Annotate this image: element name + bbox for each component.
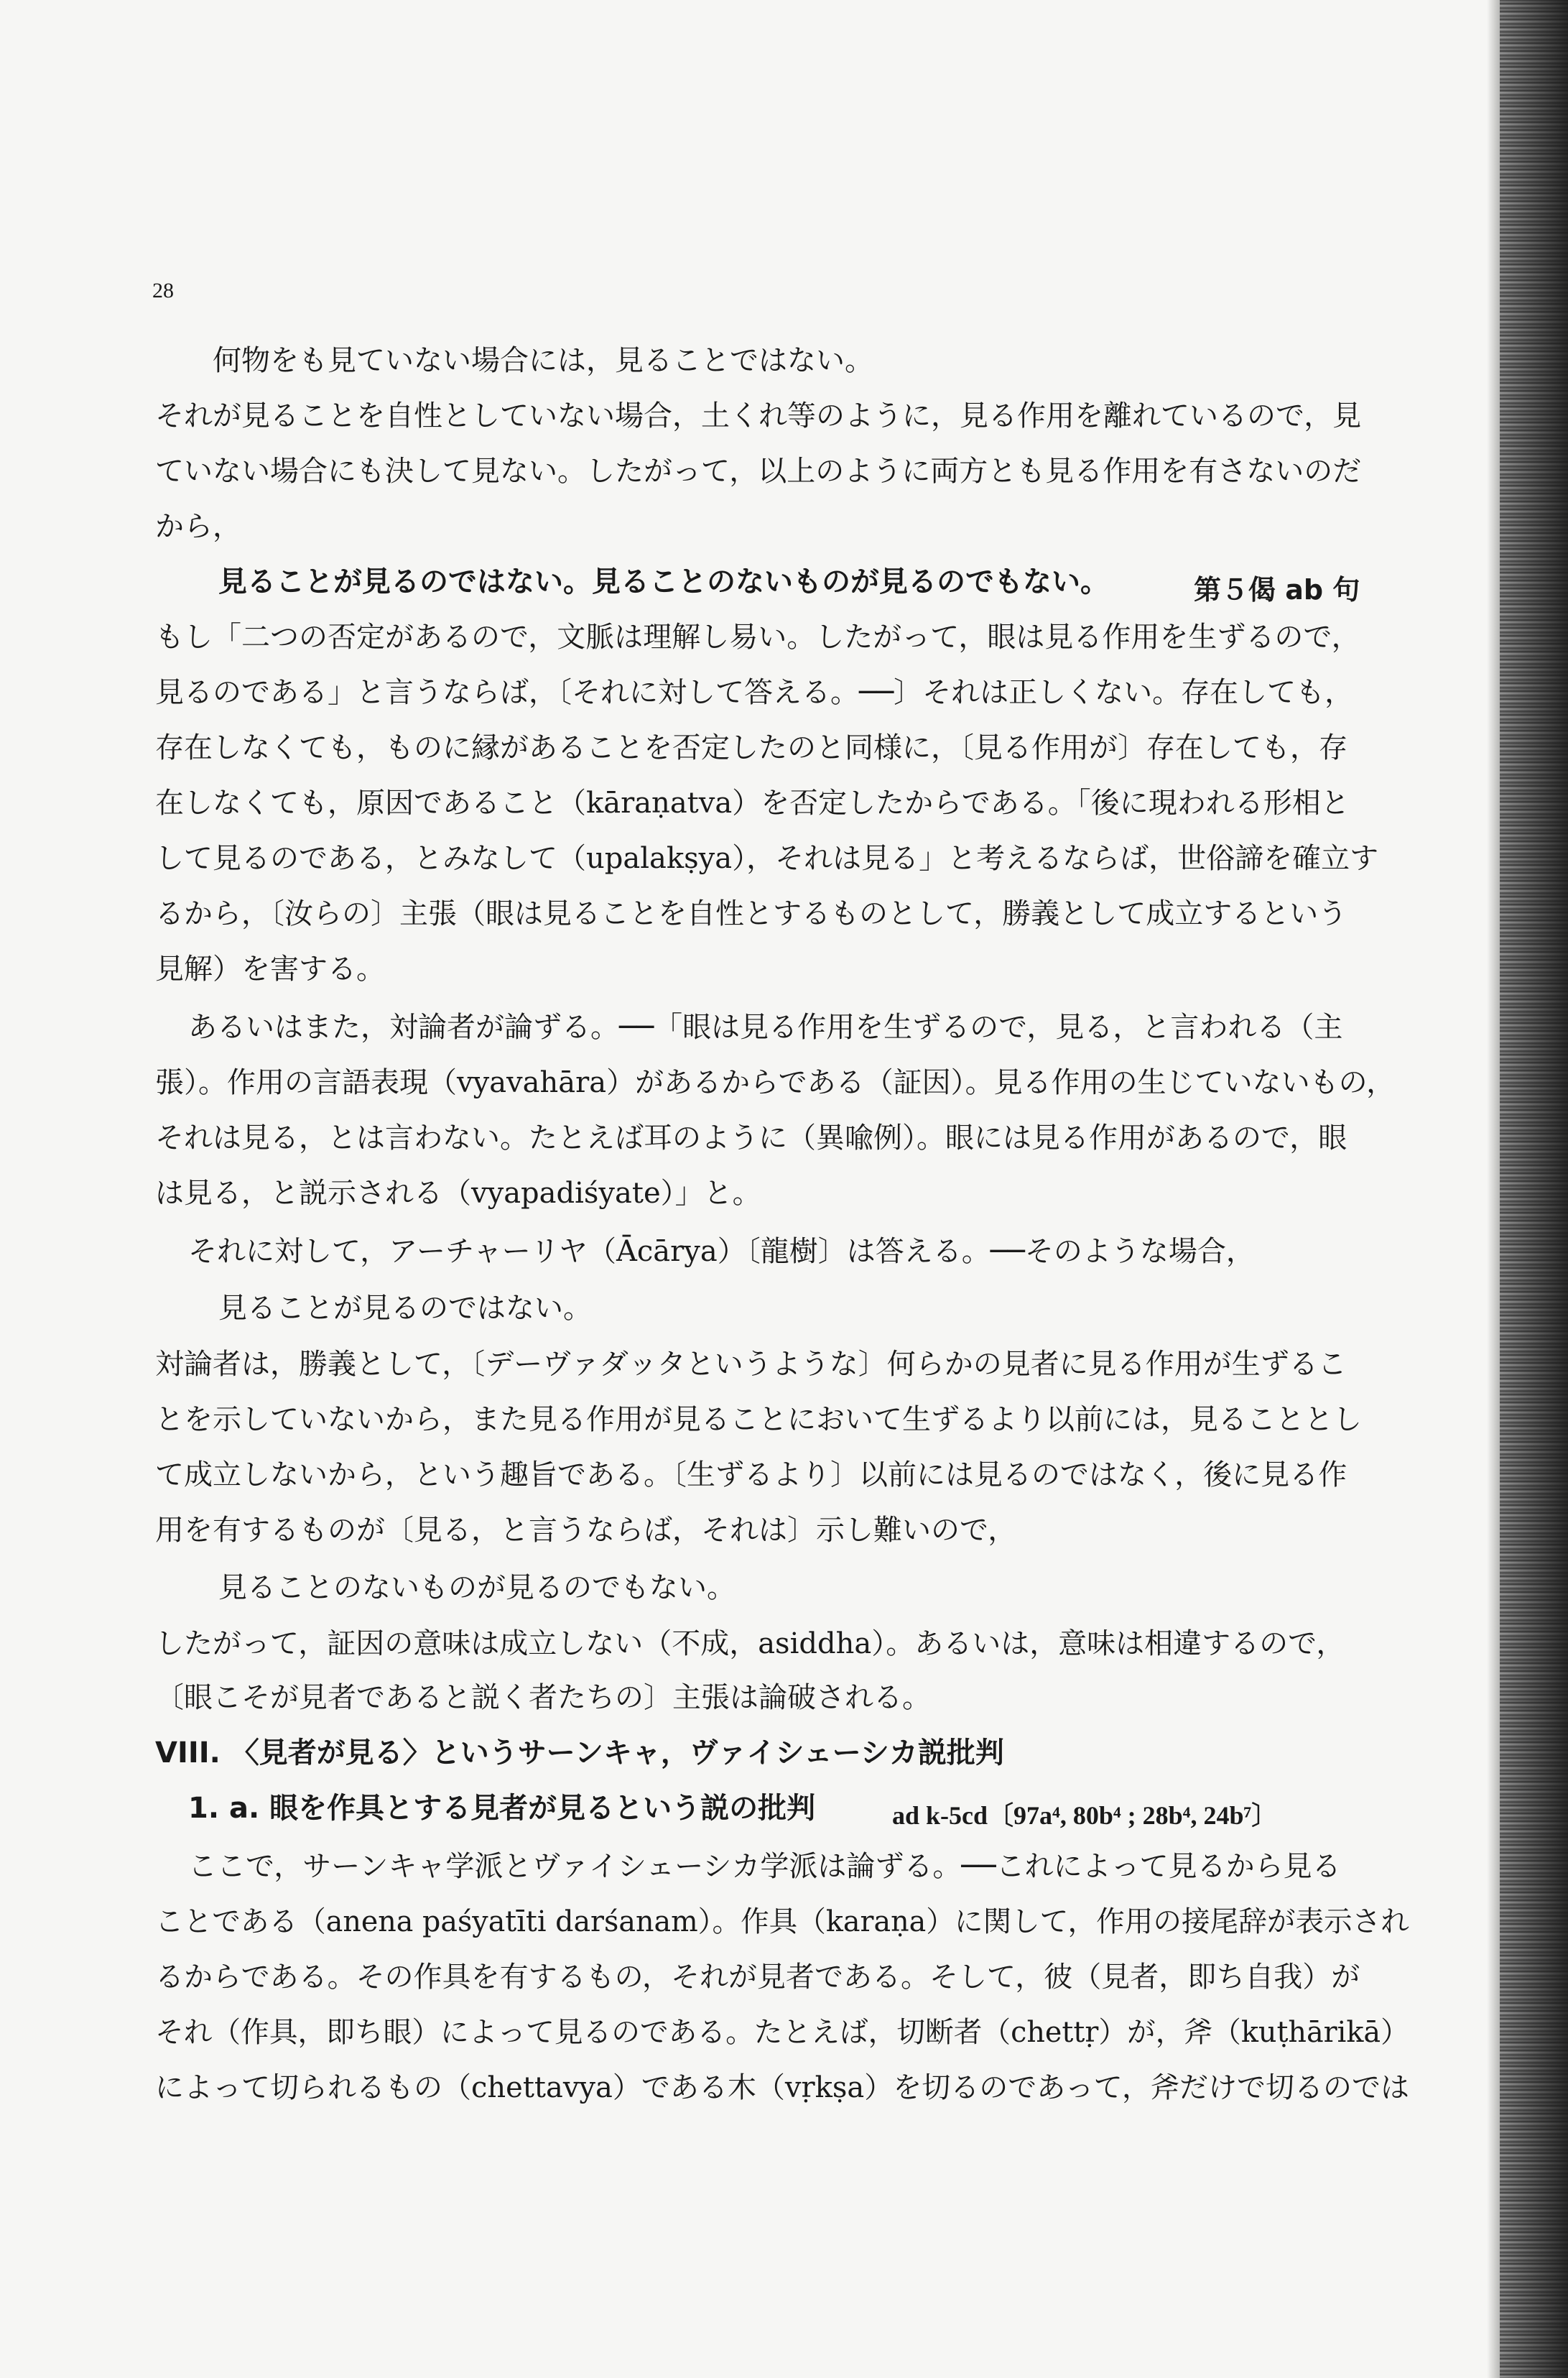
text-line: もし「二つの否定があるので，文脈は理解し易い。したがって，眼は見る作用を生ずるので， xyxy=(155,621,1360,654)
text-line: ここで，サーンキャ学派とヴァイシェーシカ学派は論ずる。──これによって見るから見る xyxy=(188,1850,1341,1883)
text-line: あるいはまた，対論者が論ずる。──「眼は見る作用を生ずるので，見る，と言われる（主 xyxy=(188,1011,1343,1044)
section-reference: ad k-5cd〔97a⁴, 80b⁴ ; 28b⁴, 24b⁷〕 xyxy=(892,1801,1278,1830)
text-line: 見解）を害する。 xyxy=(155,953,385,986)
text-line: 張）。作用の言語表現（vyavahāra）があるからである（証因）。見る作用の生じていないもの， xyxy=(155,1066,1396,1099)
text-line: それに対して，アーチャーリヤ（Ācārya）〔龍樹〕は答える。──そのような場合， xyxy=(188,1235,1255,1268)
text-line: それ（作具，即ち眼）によって見るのである。たとえば，切断者（chettṛ）が，斧（kuṭhārikā） xyxy=(155,2016,1409,2049)
text-line: 何物をも見ていない場合には，見ることではない。 xyxy=(213,344,873,377)
text-line: によって切られるもの（chettavya）である木（vṛkṣa）を切るのであって，斧だけで切るのでは xyxy=(155,2071,1410,2104)
verse-reference: 第５偈 ab 句 xyxy=(1194,574,1360,606)
text-line: とを示していないから，また見る作用が見ることにおいて生ずるより以前には，見ることとし xyxy=(155,1403,1362,1436)
text-line: それが見ることを自性としていない場合，土くれ等のように，見る作用を離れているので，見 xyxy=(155,399,1362,432)
page-gutter-shadow xyxy=(1487,0,1500,2378)
text-line: から， xyxy=(155,510,241,543)
page-edge-scan xyxy=(1500,0,1568,2378)
section-heading: VIII. 〈見者が見る〉というサーンキャ，ヴァイシェーシカ説批判 xyxy=(155,1736,1004,1769)
subsection-heading: 1. a. 眼を作具とする見者が見るという説の批判 xyxy=(188,1792,816,1825)
text-line: したがって，証因の意味は成立しない（不成，asiddha）。あるいは，意味は相違するので， xyxy=(155,1627,1345,1660)
text-line: て成立しないから，という趣旨である。〔生ずるより〕以前には見るのではなく，後に見る作 xyxy=(155,1458,1347,1491)
text-line: して見るのである，とみなして（upalakṣya），それは見る」と考えるならば，世俗諦を確立す xyxy=(155,842,1379,875)
verse-line: 見ることのないものが見るのでもない。 xyxy=(218,1571,736,1604)
text-line: 対論者は，勝義として，〔デーヴァダッタというような〕何らかの見者に見る作用が生ずるこ xyxy=(155,1348,1347,1381)
text-line: 用を有するものが〔見る，と言うならば，それは〕示し難いので， xyxy=(155,1514,1017,1547)
text-line: 〔眼こそが見者であると説く者たちの〕主張は論破される。 xyxy=(155,1681,931,1714)
verse-line: 見ることが見るのではない。見ることのないものが見るのでもない。 xyxy=(218,565,1109,598)
text-line: ていない場合にも決して見ない。したがって，以上のように両方とも見る作用を有さないのだ xyxy=(155,455,1362,488)
text-line: は見る，と説示される（vyapadiśyate）」と。 xyxy=(155,1177,761,1210)
text-line: るからである。その作具を有するもの，それが見者である。そして，彼（見者，即ち自我）が xyxy=(155,1961,1360,1994)
text-line: 見るのである」と言うならば，〔それに対して答える。──〕それは正しくない。存在しても， xyxy=(155,676,1354,709)
text-line: 在しなくても，原因であること（kāraṇatva）を否定したからである。「後に現われる形相と xyxy=(155,787,1350,820)
text-line: るから，〔汝らの〕主張（眼は見ることを自性とするものとして，勝義として成立するという xyxy=(155,897,1347,930)
text-line: ことである（anena paśyatīti darśanam）。作具（karaṇa）に関して，作用の接尾辞が表示され xyxy=(155,1905,1409,1938)
verse-line: 見ることが見るのではない。 xyxy=(218,1292,592,1325)
text-line: それは見る，とは言わない。たとえば耳のように（異喩例）。眼には見る作用があるので，眼 xyxy=(155,1121,1347,1155)
page-number: 28 xyxy=(152,279,174,302)
text-line: 存在しなくても，ものに縁があることを否定したのと同様に，〔見る作用が〕存在しても，存 xyxy=(155,731,1347,764)
